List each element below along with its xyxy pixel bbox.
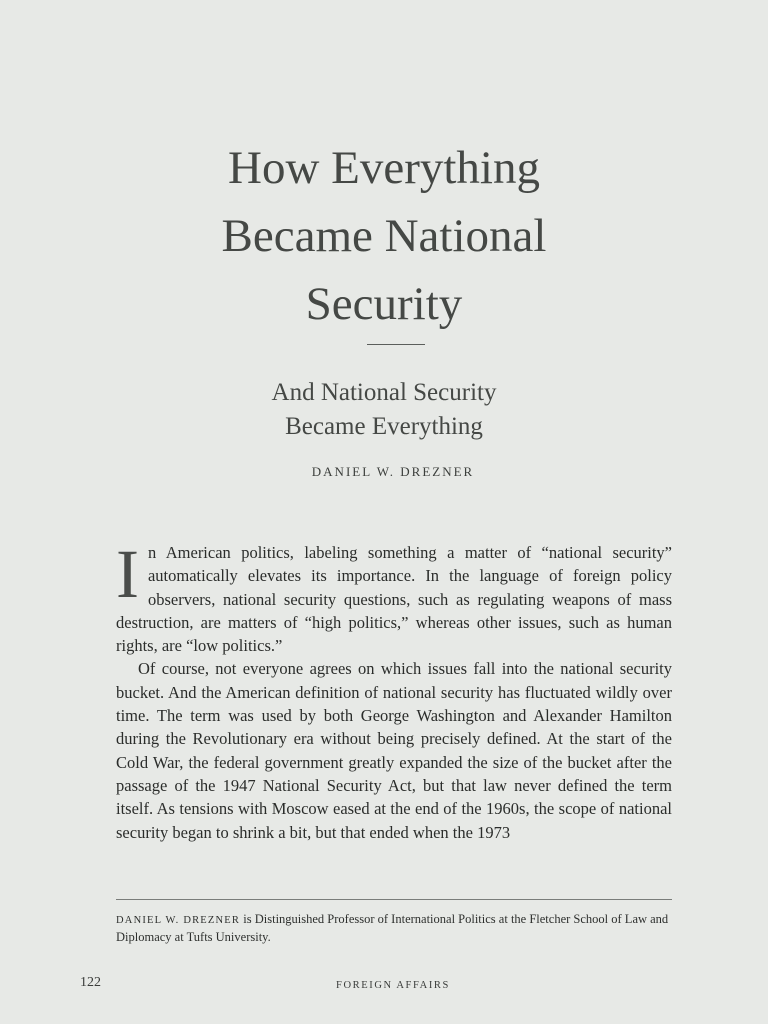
article-title — [0, 134, 768, 338]
footnote-author-name: DANIEL W. DREZNER — [116, 915, 241, 926]
paragraph-2: Of course, not everyone agrees on which issues fall into the national security bucket. And the American definition of national security has fluctuated wildly over time. The term was used by both George Washington and Alexander Hamilton during the Revolutionary era without being precisely defined. At the start of the Cold War, the federal government greatly expanded the size of the bucket after the passage of the 1947 National Security Act, but that law never defined the term itself. As tensions with Moscow eased at the end of the 1960s, the scope of national security began to shrink a bit, but that ended when the 1973 — [116, 659, 672, 842]
page-number: 122 — [80, 975, 101, 990]
author-footnote — [116, 911, 672, 946]
article-body — [116, 536, 672, 844]
running-footer: FOREIGN AFFAIRS — [336, 980, 450, 991]
footnote-divider — [116, 899, 672, 900]
title-line-2: Became National — [221, 210, 547, 262]
paragraph-1 — [116, 536, 672, 657]
subtitle-line-1: And National Security — [271, 379, 497, 406]
author-byline: DANIEL W. DREZNER — [311, 464, 475, 479]
article-subtitle — [0, 376, 768, 444]
drop-cap: I — [116, 536, 139, 612]
paragraph-1-text: n American politics, labeling something a matter of “national security” automatically elevates its importance. In the language of foreign policy observers, national security questions, such as regulating weapons of mass destruction, are matters of “high politics,” whereas other issues, such as human rights, are “low politics.” — [116, 543, 672, 656]
title-divider — [367, 344, 425, 345]
title-line-3: Security — [305, 278, 463, 330]
footnote-text: is Distinguished Professor of International Politics at the Fletcher School of Law and Diplomacy at Tufts University. — [116, 912, 669, 944]
title-line-1: How Everything — [228, 142, 540, 194]
subtitle-line-2: Became Everything — [285, 413, 483, 440]
